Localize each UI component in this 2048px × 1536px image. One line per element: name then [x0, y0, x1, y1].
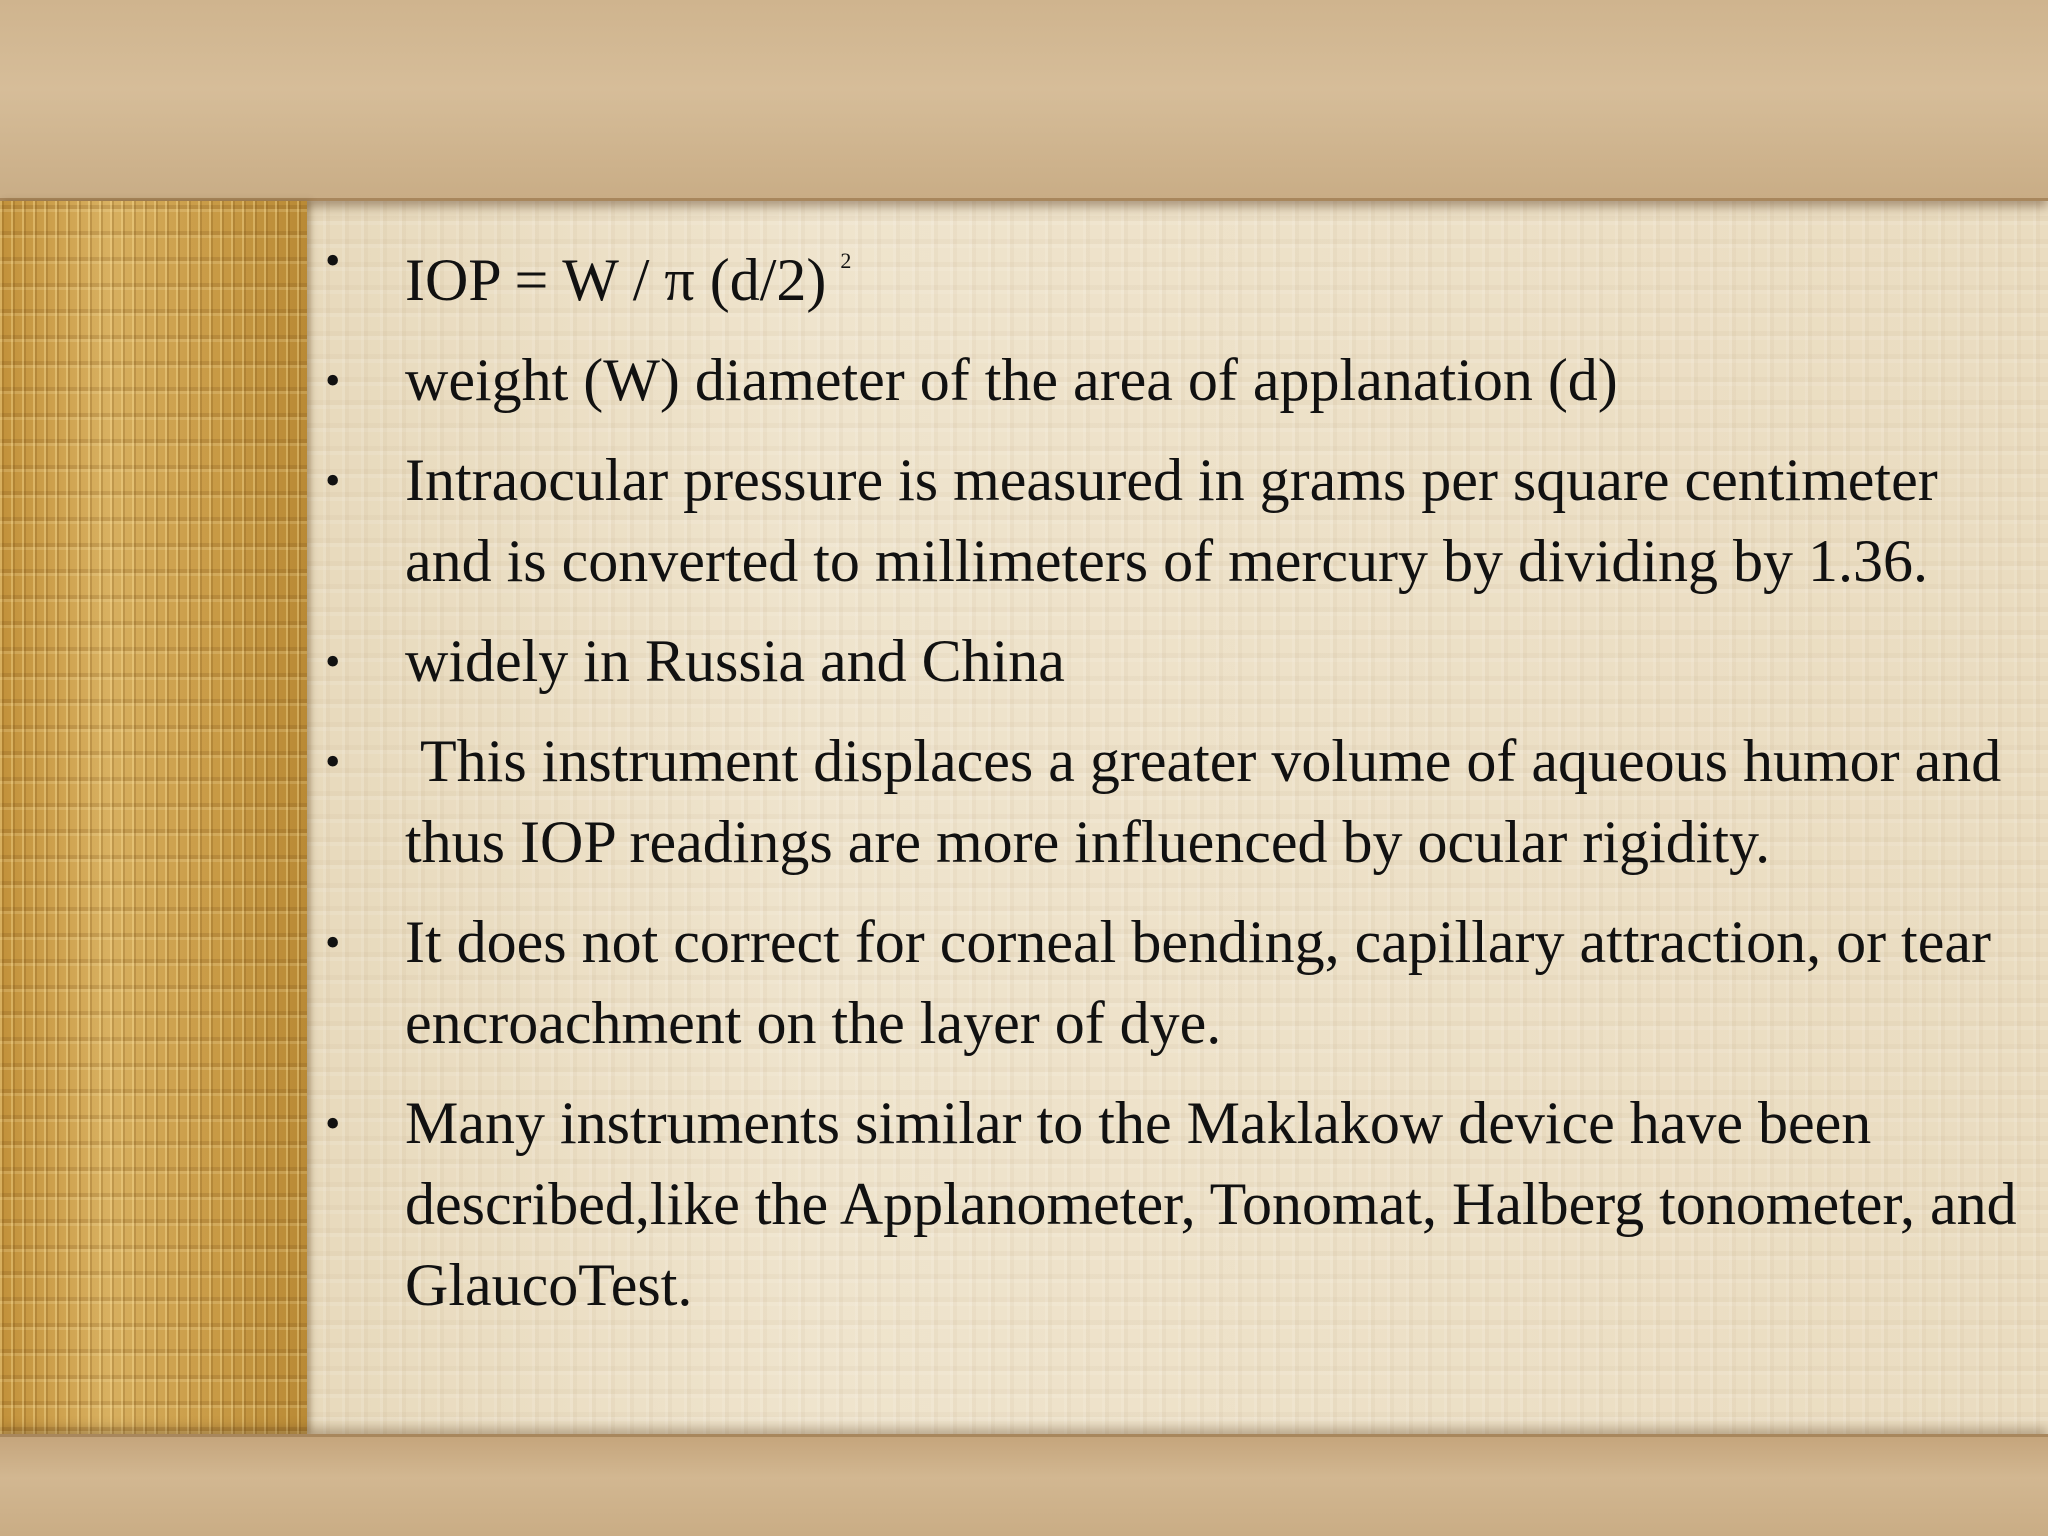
bullet-volume-displacement	[325, 721, 2025, 883]
bullet-dot-icon: •	[325, 737, 341, 786]
bullet-text: It does not correct for corneal bending, capillary attraction, or tear encroachment on the layer of dye.	[405, 909, 1991, 1056]
exponent: 2	[840, 248, 852, 273]
bullet-dot-icon: •	[325, 356, 341, 405]
bullet-text: weight (W) diameter of the area of applanation (d)	[405, 347, 1618, 413]
bullet-list	[325, 220, 2025, 1326]
bullet-text: Intraocular pressure is measured in grams per square centimeter and is converted to millimeters of mercury by dividing by 1.36.	[405, 447, 1938, 594]
bullet-iop-formula	[325, 220, 2025, 321]
bullet-dot-icon: •	[325, 918, 341, 967]
bullet-dot-icon: •	[325, 456, 341, 505]
bullet-text: Many instruments similar to the Maklakow device have been described,like the Applanometer, Tonomat, Halberg tonometer, and GlaucoTest.	[405, 1090, 2017, 1318]
bullet-text: widely in Russia and China	[405, 628, 1065, 694]
slide-content	[325, 220, 2025, 1345]
bullet-pressure-conversion	[325, 440, 2025, 602]
bullet-dot-icon: •	[325, 637, 341, 686]
bullet-usage-region	[325, 621, 2025, 702]
bullet-similar-instruments	[325, 1083, 2025, 1326]
bullet-dot-icon: •	[325, 236, 341, 285]
bullet-no-correction	[325, 902, 2025, 1064]
bullet-text: IOP = W / π (d/2)	[405, 247, 827, 313]
bullet-dot-icon: •	[325, 1099, 341, 1148]
footer-band	[0, 1434, 2048, 1536]
bullet-text: This instrument displaces a greater volume of aqueous humor and thus IOP readings are more influenced by ocular rigidity.	[405, 728, 2017, 875]
decorative-side-strip	[0, 201, 307, 1434]
bullet-weight-diameter	[325, 340, 2025, 421]
header-band	[0, 0, 2048, 201]
